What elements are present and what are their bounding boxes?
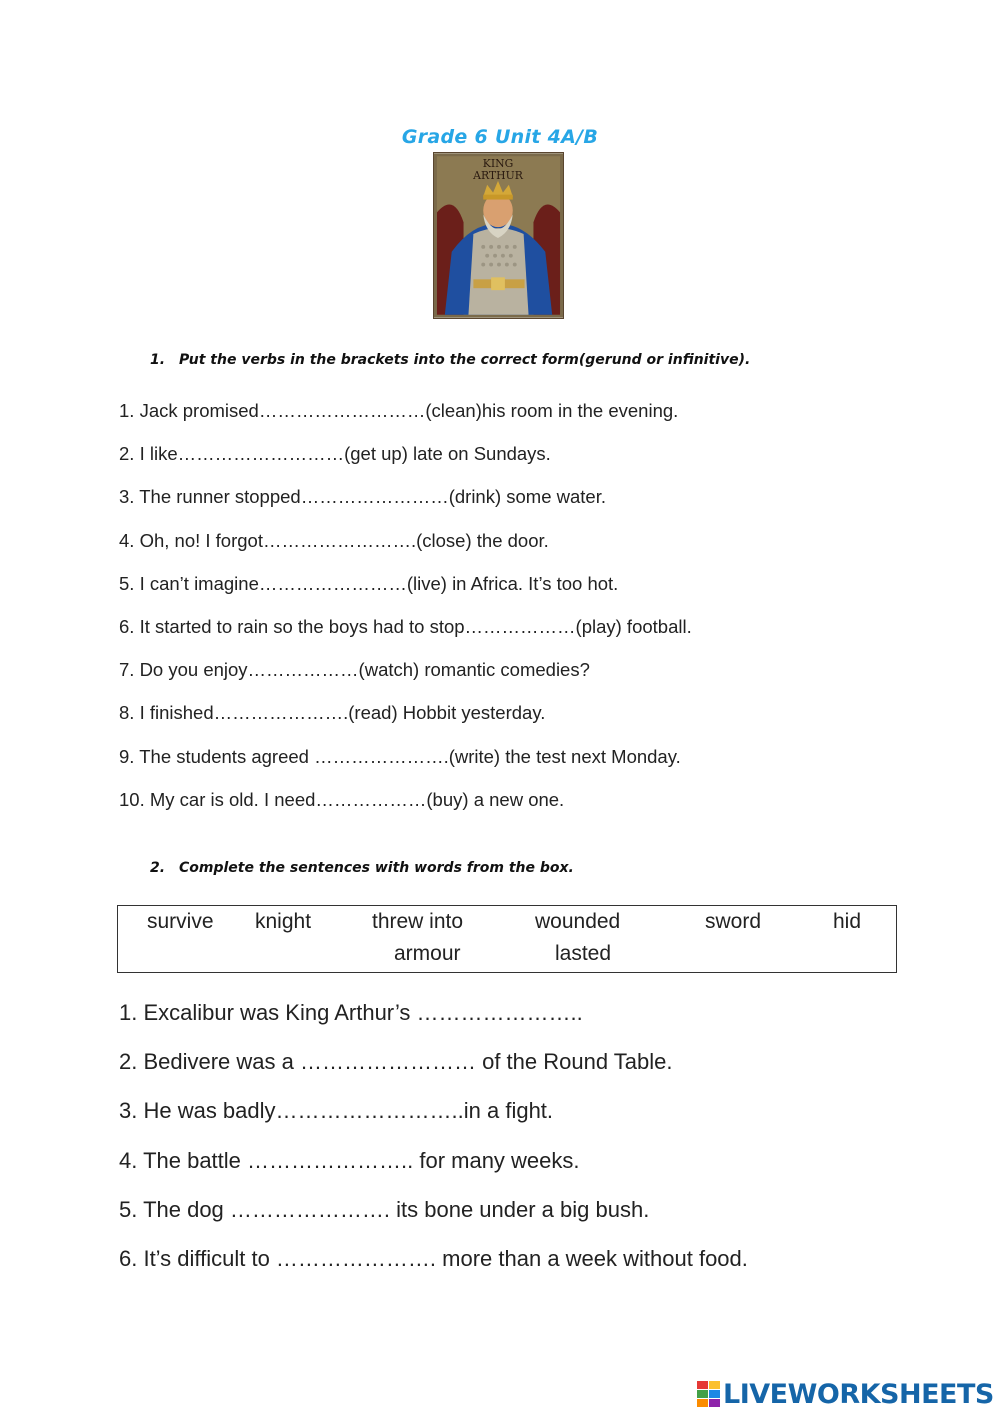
portrait-caption-king: KING [482, 157, 514, 171]
exercise2-instruction [150, 860, 574, 876]
exercise1-item-9: 9. The students agreed ………………….(write) the test next Monday. [119, 745, 681, 767]
word-wounded: wounded [535, 910, 621, 933]
exercise1-item-1: 1. Jack promised………………………(clean)his room in the evening. [119, 400, 679, 421]
word-threw-into: threw into [372, 910, 464, 933]
exercise1-item-5: 5. I can’t imagine……………………(live) in Africa. It’s too hot. [119, 572, 619, 594]
exercise2-item-1: 1. Excalibur was King Arthur’s ………………….. [119, 1000, 583, 1025]
word-hid: hid [833, 910, 862, 933]
exercise1-item-6: 6. It started to rain so the boys had to stop………………(play) football. [119, 615, 692, 637]
exercise1-item-2: 2. I like………………………(get up) late on Sundays. [119, 443, 551, 465]
exercise1-item-10: 10. My car is old. I need………………(buy) a new one. [119, 788, 565, 810]
exercise2-instruction-text: Complete the sentences with words from the box. [179, 860, 574, 876]
page-title: Grade 6 Unit 4A/B [401, 126, 599, 148]
exercise2-item-5: 5. The dog …………………. its bone under a big bush. [119, 1196, 650, 1222]
word-knight: knight [255, 910, 312, 933]
exercise2-item-2: 2. Bedivere was a …………………… of the Round Table. [119, 1049, 673, 1075]
exercise2-list [119, 998, 748, 1293]
word-survive: survive [147, 910, 214, 933]
exercise2-item-4: 4. The battle ………………….. for many weeks. [119, 1147, 580, 1173]
exercise1-item-3: 3. The runner stopped……………………(drink) some water. [119, 486, 606, 508]
exercise2-item-3: 3. He was badly……………………..in a fight. [119, 1098, 554, 1124]
exercise1-item-4: 4. Oh, no! I forgot…………………….(close) the door. [119, 529, 549, 551]
word-sword: sword [705, 910, 762, 933]
exercise1-item-8: 8. I finished………………….(read) Hobbit yesterday. [119, 702, 546, 724]
word-armour: armour [394, 942, 461, 965]
king-arthur-portrait [433, 152, 564, 319]
exercise1-instruction [150, 352, 750, 368]
liveworksheets-logo [697, 1376, 994, 1412]
exercise1-number: 1. [150, 352, 166, 368]
word-lasted: lasted [555, 942, 612, 965]
liveworksheets-wordmark: LIVEWORKSHEETS [723, 1378, 994, 1410]
word-box [117, 905, 897, 973]
exercise1-list [119, 398, 692, 830]
exercise2-item-6: 6. It’s difficult to …………………. more than a week without food. [119, 1245, 748, 1271]
exercise1-item-7: 7. Do you enjoy………………(watch) romantic comedies? [119, 659, 590, 681]
exercise1-instruction-text: Put the verbs in the brackets into the correct form(gerund or infinitive). [179, 352, 751, 368]
exercise2-number: 2. [150, 860, 166, 876]
portrait-caption-arthur: ARTHUR [473, 168, 523, 182]
liveworksheets-icon [697, 1379, 721, 1409]
